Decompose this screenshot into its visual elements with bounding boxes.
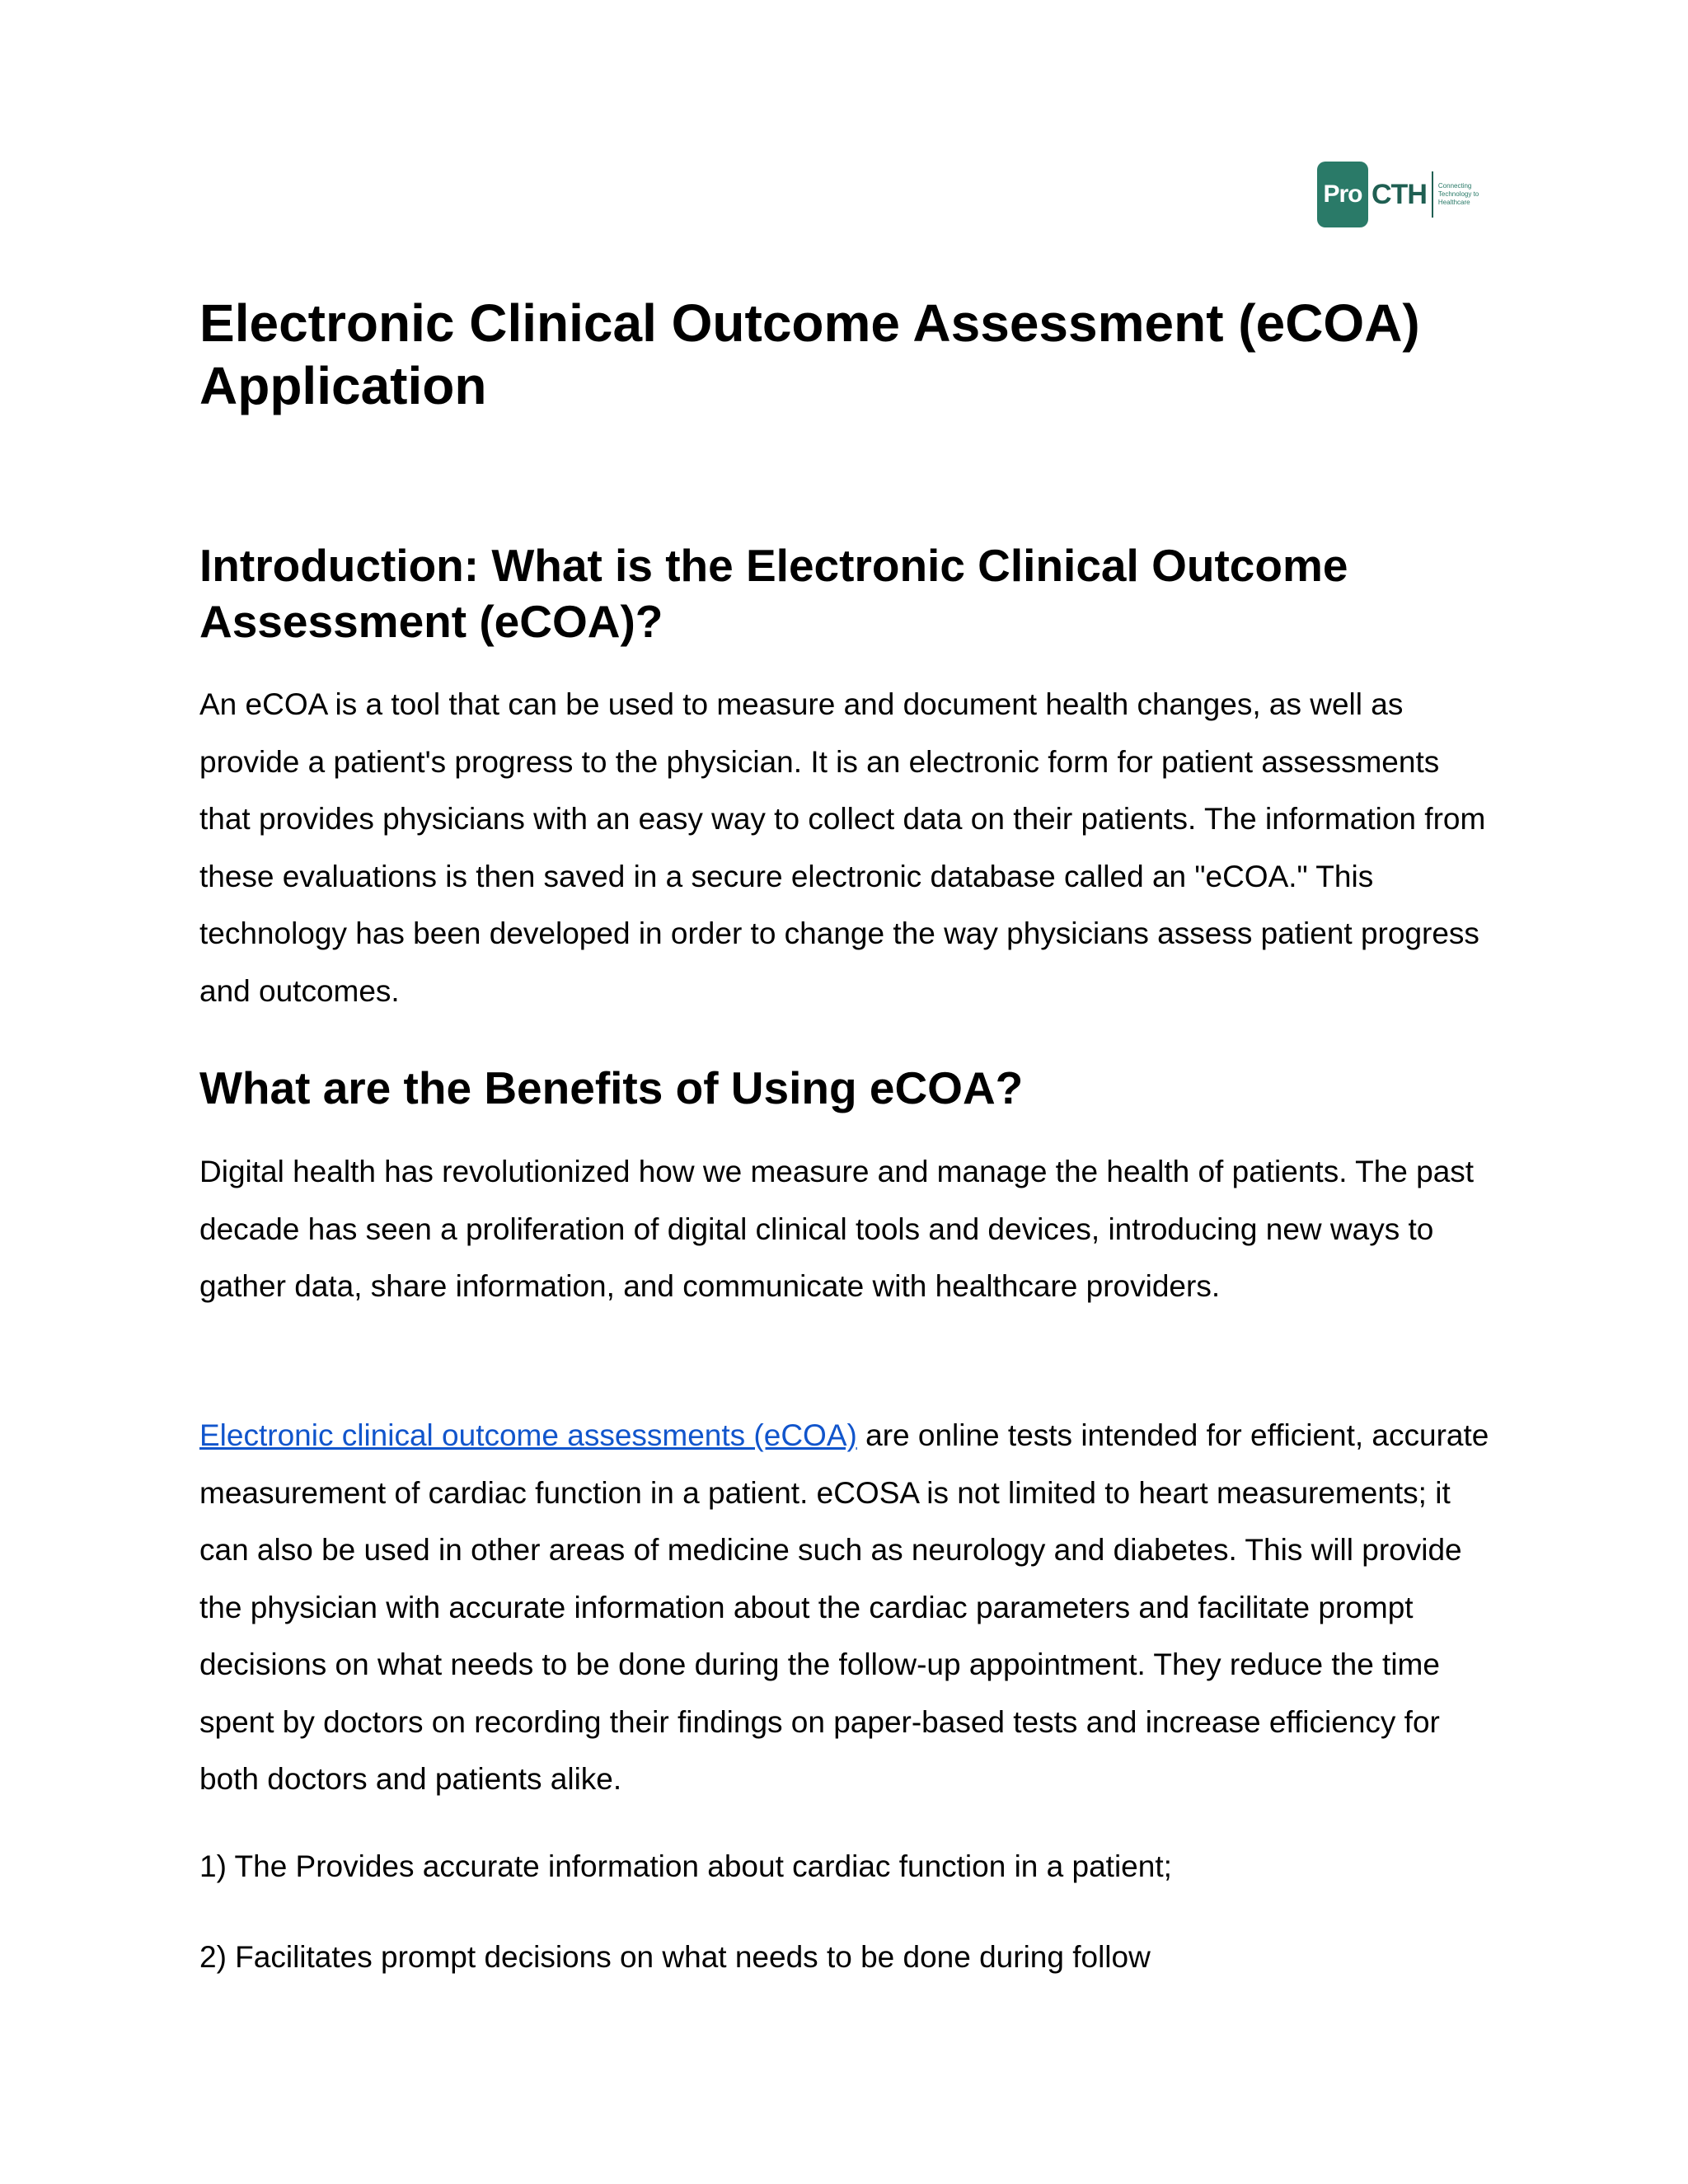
benefits-paragraph: Digital health has revolutionized how we measure and manage the health of patients. The past decade has seen a proliferation of digital clinical tools and devices, introducing new ways to gather data, share information, and communicate with healthcare providers. xyxy=(199,1155,1475,1303)
intro-paragraph: An eCOA is a tool that can be used to measure and document health changes, as well as provide a patient's progress to the physician. It is an electronic form for patient assessments that provides physicians with an easy way to collect data on their patients. The information from these evaluations is then saved in a secure electronic database called an "eCOA." This technology has been developed in order to change the way physicians assess patient progress and outcomes. xyxy=(199,687,1486,1008)
logo-pro-badge: Pro xyxy=(1317,162,1368,227)
intro-heading: Introduction: What is the Electronic Clinical Outcome Assessment (eCOA)? xyxy=(199,540,1348,647)
logo-divider xyxy=(1432,171,1433,218)
logo-cth-text: CTH xyxy=(1372,178,1427,210)
ecoa-description-text: are online tests intended for efficient, accurate measurement of cardiac function in a patient. eCOSA is not limited to heart measurements; it can also be used in other areas of medicine such as neurology and diabetes. This will provide the physician with accurate information about the cardiac parameters and facilitate prompt decisions on what needs to be done during the follow-up appointment. They reduce the time spent by doctors on recording their findings on paper-based tests and increase efficiency for both doctors and patients alike. xyxy=(199,1418,1489,1796)
procth-logo xyxy=(1317,162,1479,227)
logo-tagline-line: Connecting xyxy=(1437,182,1472,190)
list-item: 1) The Provides accurate information about cardiac function in a patient; xyxy=(199,1849,1172,1883)
list-item: 2) Facilitates prompt decisions on what needs to be done during follow xyxy=(199,1940,1151,1974)
logo-tagline-line: Healthcare xyxy=(1437,199,1470,206)
logo-tagline-line: Technology to xyxy=(1437,190,1479,198)
ecoa-link[interactable]: Electronic clinical outcome assessments (eCOA) xyxy=(199,1418,857,1452)
benefits-heading: What are the Benefits of Using eCOA? xyxy=(199,1062,1024,1113)
logo-tagline xyxy=(1438,182,1479,207)
document-title: Electronic Clinical Outcome Assessment (eCOA) Application xyxy=(199,293,1420,415)
ecoa-description-paragraph xyxy=(199,1407,1493,1808)
